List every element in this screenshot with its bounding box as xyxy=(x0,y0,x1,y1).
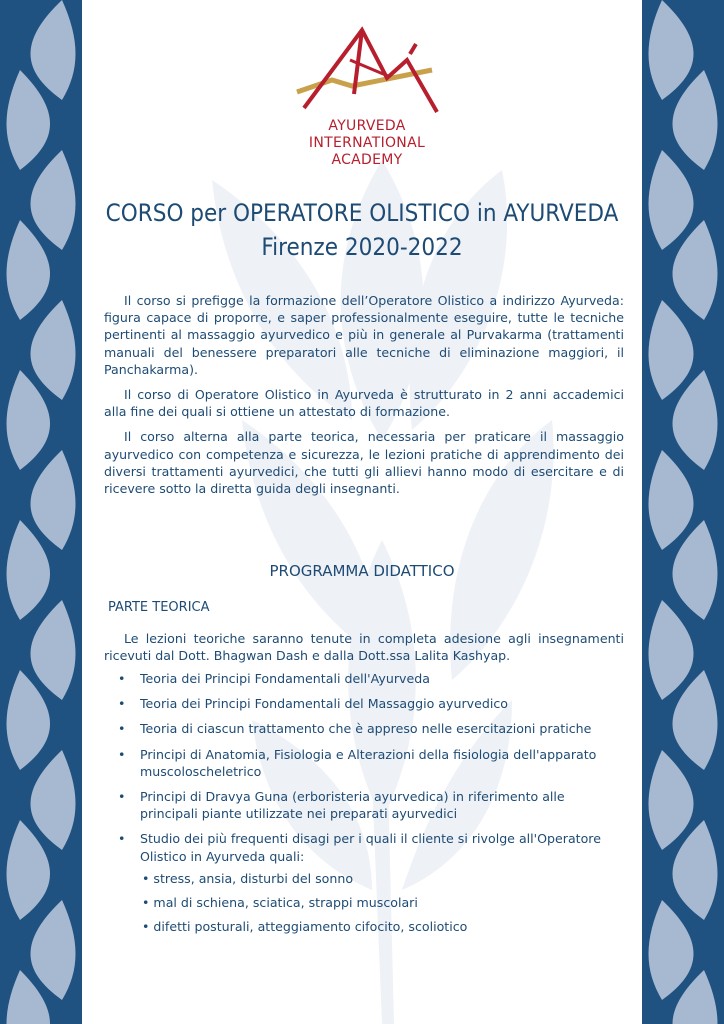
intro-paragraph: Il corso di Operatore Olistico in Ayurveda è strutturato in 2 anni accademici alla fine dei quali si ottiene un attestato di formazione. xyxy=(104,387,624,420)
logo-line-3: ACADEMY xyxy=(331,152,403,168)
list-item: • Teoria di ciascun trattamento che è appreso nelle esercitazioni pratiche xyxy=(140,720,624,737)
title-line-2: Firenze 2020-2022 xyxy=(261,233,463,261)
intro-paragraph: Il corso si prefigge la formazione dell’Operatore Olistico a indirizzo Ayurveda: figura capace di proporre, e saper professionalmente eseguire, tutte le tecniche pertinenti al massaggio ayurvedico e più in generale al Purvakarma (trattamenti manuali del benessere preparatori alle tecniche di eliminazione maggiori, il Panchakarma). xyxy=(104,293,624,377)
left-decorative-border xyxy=(0,0,82,1024)
sub-list-item: • stress, ansia, disturbi del sonno xyxy=(142,871,354,886)
theory-subheading: PARTE TEORICA xyxy=(108,600,210,615)
logo-text xyxy=(277,118,457,169)
document-title xyxy=(82,196,642,264)
leaf-pattern-left xyxy=(0,0,82,1024)
right-decorative-border xyxy=(642,0,724,1024)
topic-list xyxy=(104,670,624,873)
logo-line-1: AYURVEDA xyxy=(328,118,406,134)
sub-list-item: • difetti posturali, atteggiamento cifocito, scoliotico xyxy=(142,919,468,935)
theory-intro: Le lezioni teoriche saranno tenute in completa adesione agli insegnamenti ricevuti dal Dott. Bhagwan Dash e dalla Dott.ssa Lalita Kashyap. xyxy=(104,631,624,664)
list-item: • Studio dei più frequenti disagi per i quali il cliente si rivolge all'Operatore Olistico in Ayurveda quali: xyxy=(140,830,624,864)
list-item: • Teoria dei Principi Fondamentali del Massaggio ayurvedico xyxy=(140,695,624,712)
subtopic-list xyxy=(142,870,592,943)
intro-paragraph: Il corso alterna alla parte teorica, necessaria per praticare il massaggio ayurvedico con competenza e sicurezza, le lezioni pratiche di apprendimento dei diversi trattamenti ayurvedici, che tutti gli allievi hanno modo di esercitare e di ricevere sotto la diretta guida degli insegnanti. xyxy=(104,429,624,497)
sub-list-item: • mal di schiena, sciatica, strappi muscolari xyxy=(142,895,418,911)
program-heading: PROGRAMMA DIDATTICO xyxy=(269,562,455,580)
document-page xyxy=(82,0,642,1024)
list-item: • Teoria dei Principi Fondamentali dell'Ayurveda xyxy=(140,670,624,687)
aia-mountain-logo-icon xyxy=(292,20,442,115)
logo-line-2: INTERNATIONAL xyxy=(308,135,426,151)
list-item: • Principi di Dravya Guna (erboristeria ayurvedica) in riferimento alle principali piante utilizzate nei preparati ayurvedici xyxy=(140,788,624,822)
intro-section xyxy=(104,292,624,505)
leaf-pattern-right xyxy=(642,0,724,1024)
list-item: • Principi di Anatomia, Fisiologia e Alterazioni della fisiologia dell'apparato muscoloscheletrico xyxy=(140,746,624,780)
title-line-1: CORSO per OPERATORE OLISTICO in AYURVEDA xyxy=(105,199,619,227)
